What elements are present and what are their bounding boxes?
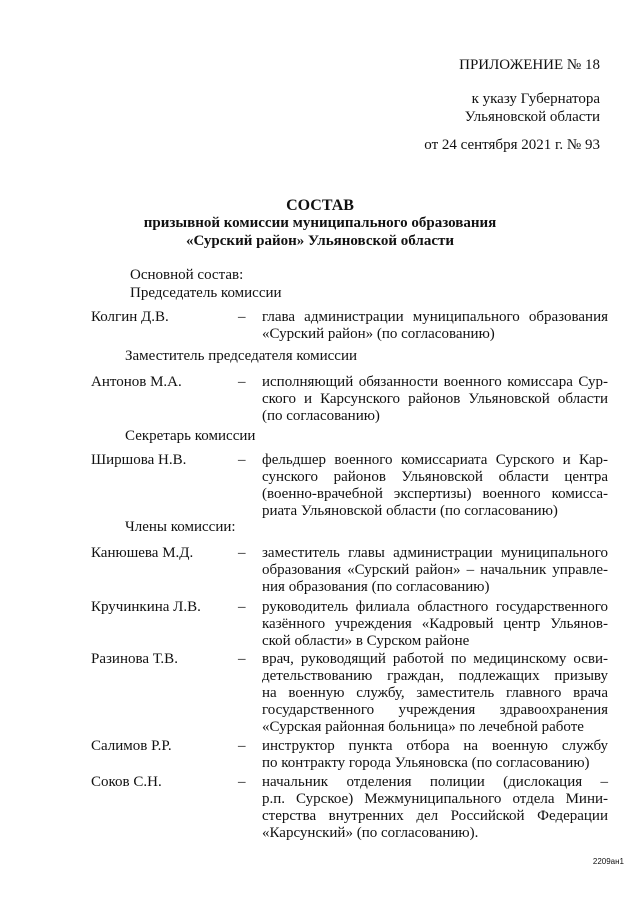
dash-separator: – [238, 774, 246, 790]
position-line: врач, руководящий работой по медицинскому осви- [262, 651, 608, 667]
position-line: детельствованию граждан, подлежащих призыву [262, 668, 608, 684]
dash-separator: – [238, 309, 246, 325]
position-line: сунского районов Ульяновской области центра [262, 469, 608, 485]
position-line: по контракту города Ульяновска (по согласованию) [262, 755, 590, 771]
member-position [262, 738, 608, 772]
member-position [262, 651, 608, 736]
dash-separator: – [238, 545, 246, 561]
position-line: «Сурский район» (по согласованию) [262, 326, 495, 342]
decree-date: от 24 сентября 2021 г. № 93 [424, 137, 600, 153]
dash-separator: – [238, 452, 246, 468]
position-line: руководитель филиала областного государственного [262, 599, 608, 615]
section-secretary: Секретарь комиссии [125, 428, 256, 444]
member-name: Разинова Т.В. [91, 651, 178, 667]
member-position [262, 599, 608, 650]
dash-separator: – [238, 651, 246, 667]
position-line: фельдшер военного комиссариата Сурского и Кар- [262, 452, 608, 468]
position-line: начальник отделения полиции (дислокация – [262, 774, 608, 790]
decree-line-2: Ульяновской области [464, 109, 600, 125]
document-subtitle-1: призывной комиссии муниципального образования [143, 215, 497, 231]
position-line: заместитель главы администрации муниципального [262, 545, 608, 561]
position-line: образования «Сурский район» – начальник управле- [262, 562, 608, 578]
position-line: на военную службу, заместитель главного врача [262, 685, 608, 701]
member-name: Канюшева М.Д. [91, 545, 194, 561]
position-line: ния образования (по согласованию) [262, 579, 490, 595]
member-name: Салимов Р.Р. [91, 738, 172, 754]
position-line: глава администрации муниципального образования [262, 309, 608, 325]
member-name: Кручинкина Л.В. [91, 599, 201, 615]
document-title: СОСТАВ [286, 197, 354, 214]
section-deputy: Заместитель председателя комиссии [125, 348, 358, 364]
position-line: «Сурская районная больница» по лечебной работе [262, 719, 584, 735]
position-line: (по согласованию) [262, 408, 380, 424]
appendix-number: ПРИЛОЖЕНИЕ № 18 [459, 57, 600, 73]
dash-separator: – [238, 374, 246, 390]
position-line: исполняющий обязанности военного комиссара Сур- [262, 374, 608, 390]
position-line: ской области» в Сурском районе [262, 633, 470, 649]
member-name: Ширшова Н.В. [91, 452, 187, 468]
position-line: государственного учреждения здравоохранения [262, 702, 608, 718]
position-line: ского и Карсунского районов Ульяновской области [262, 391, 608, 407]
position-line: р.п. Сурское) Межмуниципального отдела Мини- [262, 791, 608, 807]
dash-separator: – [238, 599, 246, 615]
member-position [262, 452, 608, 520]
member-position [262, 774, 608, 842]
document-subtitle-2: «Сурский район» Ульяновской области [185, 233, 455, 249]
decree-line-1: к указу Губернатора [471, 91, 600, 107]
position-line: инструктор пункта отбора на военную службу [262, 738, 608, 754]
section-members: Члены комиссии: [125, 519, 236, 535]
member-name: Соков С.Н. [91, 774, 162, 790]
position-line: (военно-врачебной экспертизы) военного комисса- [262, 486, 608, 502]
position-line: «Карсунский» (по согласованию). [262, 825, 479, 841]
dash-separator: – [238, 738, 246, 754]
member-name: Антонов М.А. [91, 374, 182, 390]
member-name: Колгин Д.В. [91, 309, 169, 325]
section-main-composition: Основной состав: [130, 267, 244, 283]
member-position [262, 309, 608, 343]
document-code: 2209ан1 [592, 857, 624, 866]
position-line: казённого учреждения «Кадровый центр Ульянов- [262, 616, 608, 632]
section-chairman: Председатель комиссии [130, 285, 282, 301]
member-position [262, 545, 608, 596]
position-line: риата Ульяновской области (по согласованию) [262, 503, 558, 519]
member-position [262, 374, 608, 425]
position-line: стерства внутренних дел Российской Федерации [262, 808, 608, 824]
